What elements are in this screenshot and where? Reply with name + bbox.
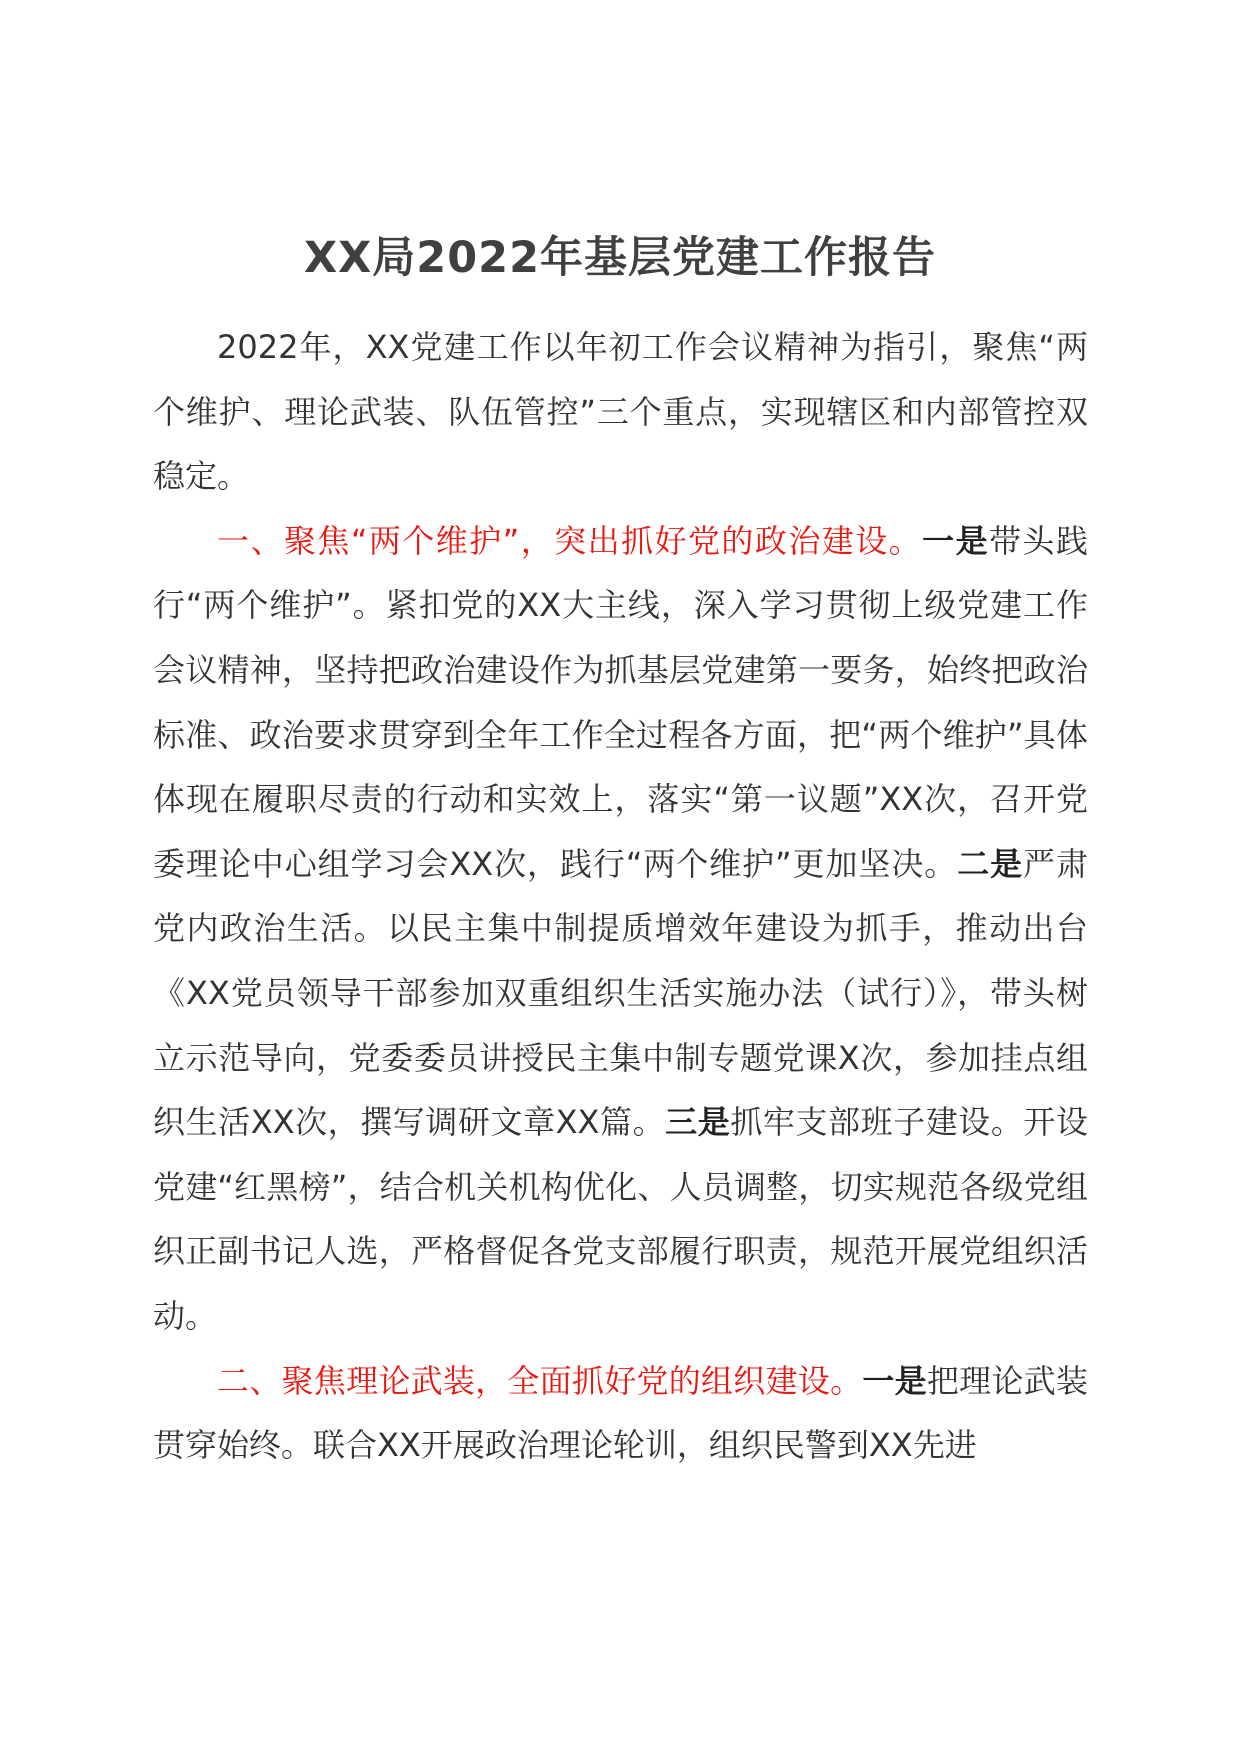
- section-2-point-1-text: 把理论武装贯穿始终。联合XX开展政治理论轮训，组织民警到XX先进: [153, 1361, 1088, 1465]
- section-1-point-2-text: 严肃党内政治生活。以民主集中制提质增效年建设为抓手，推动出台《XX党员领导干部参加双重组织生活实施办法（试行）》，带头树立示范导向，党委委员讲授民主集中制专题党课X次，参加挂点组织生活XX次，撰写调研文章XX篇。: [153, 844, 1088, 1142]
- document-body: [153, 315, 1088, 1478]
- section-1-paragraph: [153, 509, 1088, 1349]
- section-2-paragraph: [153, 1349, 1088, 1478]
- document-title: XX局2022年基层党建工作报告: [304, 233, 936, 283]
- section-1-point-3-text: 抓牢支部班子建设。开设党建“红黑榜”，结合机关机构优化、人员调整，切实规范各级党组织正副书记人选，严格督促各党支部履行职责，规范开展党组织活动。: [153, 1103, 1088, 1335]
- section-2-point-1-label: 一是: [862, 1361, 927, 1400]
- section-2-heading: 二、聚焦理论武装，全面抓好党的组织建设。: [217, 1361, 863, 1400]
- intro-paragraph: 2022年，XX党建工作以年初工作会议精神为指引，聚焦“两个维护、理论武装、队伍管控”三个重点，实现辖区和内部管控双稳定。: [153, 328, 1088, 496]
- section-1-point-2-label: 二是: [957, 844, 1024, 883]
- section-1-heading: 一、聚焦“两个维护”，突出抓好党的政治建设。: [217, 521, 923, 560]
- section-1-point-1-text: 带头践行“两个维护”。紧扣党的XX大主线，深入学习贯彻上级党建工作会议精神，坚持把政治建设作为抓基层党建第一要务，始终把政治标准、政治要求贯穿到全年工作全过程各方面，把“两个维护”具体体现在履职尽责的行动和实效上，落实“第一议题”XX次，召开党委理论中心组学习会XX次，践行“两个维护”更加坚决。: [153, 521, 1088, 883]
- section-1-point-1-label: 一是: [922, 521, 990, 560]
- section-1-point-3-label: 三是: [665, 1103, 731, 1142]
